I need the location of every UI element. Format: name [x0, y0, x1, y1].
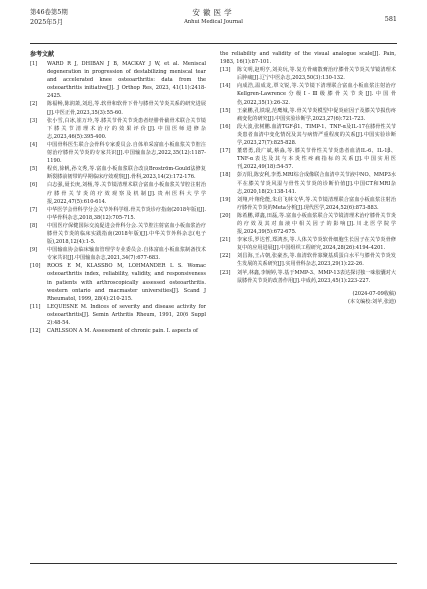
reference-item [220, 252, 396, 268]
reference-number: [3] [30, 117, 38, 124]
reference-number: [12] [30, 328, 41, 335]
reference-text: 中国骨科医生联合会骨科专家委员会.自体单采富血小板血浆关节腔注射治疗膝骨关节炎的专家共识[J].中国输血杂志,2022,35(12):1187-1190. [47, 141, 206, 165]
reference-item [220, 107, 396, 123]
reference-item [30, 246, 206, 262]
reference-text: CARLSSON A M. Assessment of chronic pain. I. aspects of [47, 328, 198, 335]
reference-number: [10] [30, 263, 41, 270]
reference-item [220, 147, 396, 171]
reference-number: [11] [30, 303, 41, 310]
reference-number: [20] [220, 212, 231, 219]
reference-number: [18] [220, 172, 231, 179]
reference-item [30, 222, 206, 246]
reference-number: [17] [220, 148, 231, 155]
reference-number: [1] [30, 61, 38, 67]
reference-number: [21] [220, 237, 231, 244]
reference-number: [2] [30, 101, 38, 108]
reference-text: 李家乐,罗达哲,郑鸿杰,等.人体关节炎软骨细胞生长因子在关节炎骨修复中的应用进展[J].中国组织工程研究,2024,28(26):4194-4201. [237, 237, 396, 252]
reference-text: 向成浩,温成龙,覃文锐,等.关节镜下清理联合富血小板血浆注射治疗Kellgren-Lawrence分级Ⅰ-Ⅲ级膝骨关节炎[J].中国骨伤,2022,35(1):26-32. [237, 83, 396, 106]
reference-item [30, 117, 206, 141]
reference-text: 陈福畅,陈润萧,刘迅,等.软骨和软骨下骨与膝骨关节炎关系的研究进展[J].中医正骨,2023,35(3):55-60. [47, 101, 206, 116]
footer-divider [30, 563, 397, 564]
journal-title-cn: 安徽医学 [192, 8, 235, 17]
reference-number: [16] [220, 123, 231, 130]
reference-item [220, 123, 396, 147]
reference-text: 刘昌海,王占朝,张豪杰,等.血清软骨寡聚基质蛋白水平与膝骨关节炎发生发展的关系研究[J].实用骨科杂志,2023,29(1):22-26. [237, 253, 396, 268]
reference-text: 刘苹,林鑫,李婉婷,等.基于MMP-3、MMP-13表达探讨独一味胶囊对大鼠膝骨关节炎的改善作用[J].中成药,2023,45(1):223-227. [237, 269, 396, 284]
reference-item [30, 262, 206, 302]
reference-item [30, 141, 206, 165]
page-number: 581 [384, 15, 397, 23]
reference-text: 白志强,聂长庚,刘杨,等.关节镜清理术联合富血小板血浆关节腔注射治疗膝骨关节炎的疗效观察及机制[J].贵州医科大学学报,2022,47(5):610-614. [47, 182, 206, 205]
reference-item [30, 303, 206, 327]
editor-note: (本文编校:刘苹,张迪) [347, 299, 396, 306]
reference-item [220, 171, 396, 195]
reference-item [30, 165, 206, 181]
reference-item [30, 60, 206, 100]
reference-item [220, 236, 396, 252]
reference-number: [5] [30, 166, 38, 173]
reference-text: 陈文明,赵明亨,刘美玩,等.复方骨痛散膏治疗膝骨关节炎关节镜清理术后肿痛[J].辽宁中医杂志,2023,50(3):130-132. [237, 67, 396, 82]
reference-number: [8] [30, 222, 38, 229]
references-heading: 参考文献 [30, 51, 55, 58]
reference-text: WARD R J, DHIBAN J B, MACKAY J W, et al. Meniscal degeneration in progression of destabilizing meniscal tear and accelerated knee osteoarthritis: data from the osteoarthritis initiative[J]. J Orthop Res, 2023, 41(11):2418-2425. [47, 61, 206, 100]
reference-number: [22] [220, 253, 231, 260]
reference-item [30, 100, 206, 116]
reference-text: 王豪鹏,孔铁琨,范鹰城,等.骨关节炎模型中促炎症因子及膝关节损伤疼痛变化的研究[J].中国实验诊断学,2023,27(6):721-723. [237, 107, 396, 122]
reference-item [220, 66, 396, 82]
reference-text: 彭万阳,陈安利,李勇.MRI综合成像联合血清中关节液中NO、MMP3水平在膝关节炎风湿与骨性关节炎的诊断价值[J].中国CT和MRI杂志,2020,18(2):138-141. [237, 172, 396, 195]
article-meta [220, 290, 396, 307]
reference-number: [15] [220, 107, 231, 114]
reference-text: 中华医学会骨科学分会关节外科学组.骨关节炎诊疗指南(2018年版)[J].中华骨科杂志,2018,38(12):705-715. [47, 206, 206, 221]
reference-number: [14] [220, 83, 231, 90]
reference-number: [23] [220, 269, 231, 276]
date-line: 2025年5月 [30, 17, 64, 26]
reference-text: 段大波,张树鹏.血清TGF-β1、TIMP-1、TNF-α及IL-17在膝骨性关节炎患者血清中变化情况及其与病情严重程度的关系[J].中国实验诊断学,2023,27(7):825-828. [237, 123, 396, 147]
reference-number: [7] [30, 206, 38, 213]
received-date: (2024-07-09收稿) [352, 290, 396, 297]
reference-item [30, 181, 206, 205]
reference-list-left [30, 60, 206, 335]
reference-item [30, 327, 206, 335]
reference-text: 张小雪,白冰,崔万玲,等.膝关节骨关节炎患者经腓骨截骨术联合关节镜下膝关节清理术治疗的效果评价[J].中国医师进修杂志,2023,46(5):395-400. [47, 117, 206, 140]
header-divider [30, 43, 397, 44]
reference-item [220, 269, 396, 285]
reference-number: [4] [30, 141, 38, 148]
volume-line: 第46卷第5期 [30, 8, 68, 16]
journal-title-en: Anhui Medical Journal [184, 19, 243, 25]
reference-text: 中国输血协会临床输血管理学专业委员会.自体富血小板血浆制备技术专家共识[J].中国输血杂志,2021,34(7):677-683. [47, 247, 206, 262]
reference-item [220, 212, 396, 236]
left-column [30, 50, 206, 335]
reference-continuation: the reliability and validity of the visual analogue scale[J]. Pain, 1983, 16(1):87-101. [220, 51, 396, 66]
reference-text: 董碧勇,段广斌,蔡淼,等.膝关节骨性关节炎患者血清IL-6、IL-1β、TNF-α表达及其与本炎性疼痛指标的关系[J].中国实用医刊,2022,49(18):54-57. [237, 148, 396, 171]
reference-number: [6] [30, 182, 38, 189]
reference-item [30, 206, 206, 222]
reference-number: [13] [220, 67, 231, 74]
reference-item [220, 196, 396, 212]
page-header [30, 8, 397, 48]
journal-title [30, 8, 397, 26]
reference-text: 刘翔,叶翔伦能,朱启飞林文华,等.关节镜清理联合富血小板血浆注射治疗膝骨关节炎的Meta分析[J].现代医学,2024,52(6):873-883. [237, 196, 396, 211]
reference-list-right [220, 66, 396, 285]
reference-text: 中国医疗保健国际交流促进会骨科分会.关节腔注射富血小板血浆治疗膝骨关节炎的临床实践指南(2018年版)[J].中华关节外科杂志(电子版),2018,12(4):1-5. [47, 222, 206, 246]
reference-number: [19] [220, 196, 231, 203]
reference-number: [9] [30, 247, 38, 254]
reference-text: 程贲,徐帆,孙文秀,等.富血小板血浆联合改良Broström-Gould法修复断裂膝前韧带的早期临床疗效观察[J].骨科,2023,14(2):172-176. [47, 166, 206, 181]
reference-text: LEQUESNE M. Indices of severity and disease activity for osteoarthritis[J]. Semin Arthritis Rheum, 1991, 20(6 Suppl 2):48-54. [47, 303, 206, 326]
reference-text: ROOS E M, KLASSBO M, LOHMANDER L S. Womac osteoarthritis index, reliability, validity, and responsiveness in patients with arthroscopically assessed osteoarthritis. western ontario and macmaster universities[J]. Scand J Rheumatol, 1999, 28(4):210-215. [47, 263, 206, 302]
right-column [220, 50, 396, 307]
reference-item [220, 82, 396, 106]
reference-text: 陈希鹏,谭鑫,田磊,等.富血小板血浆联合关节镜清理术治疗膝骨关节炎的疗效及其对血液中相关因子的影响[J].川北医学院学报,2024,39(5):672-675. [237, 212, 396, 236]
